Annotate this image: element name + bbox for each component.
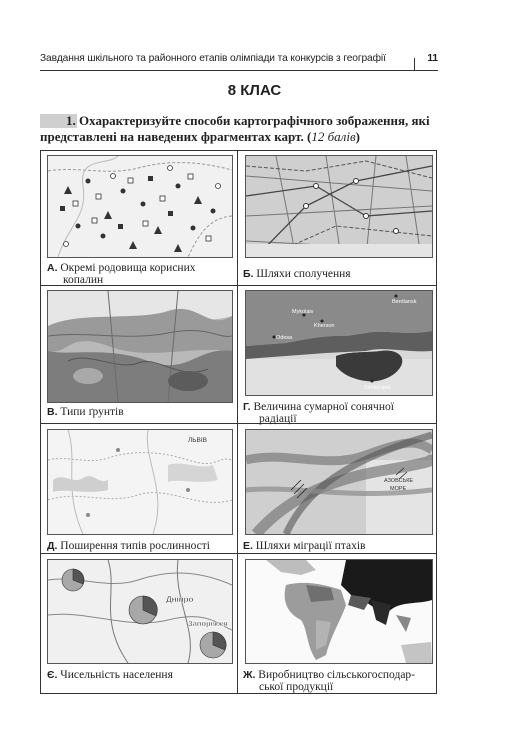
label-dnipro: Дніпро bbox=[166, 595, 194, 604]
caption-zh bbox=[243, 669, 435, 693]
map-soil-types bbox=[47, 290, 233, 403]
caption-a-text-2: копалин bbox=[63, 274, 104, 286]
task-text: Охарактеризуйте способи картографічного зображення, які представлені на наведених фрагментах карт. bbox=[40, 113, 430, 144]
caption-v bbox=[47, 406, 233, 418]
label-lviv: ЛЬВІВ bbox=[188, 437, 208, 444]
caption-b bbox=[243, 268, 433, 280]
task-points-close: ) bbox=[355, 129, 360, 144]
map-population bbox=[47, 559, 233, 664]
caption-g-letter: Г. bbox=[243, 401, 251, 413]
caption-b-text: Шляхи сполучення bbox=[256, 268, 351, 280]
caption-ye-letter: Є. bbox=[47, 669, 58, 681]
label-odesa: Odesa bbox=[276, 335, 293, 341]
caption-a bbox=[47, 262, 233, 286]
caption-g-text-1: Величина сумарної сонячної bbox=[253, 401, 394, 413]
caption-ye-text: Чисельність населення bbox=[60, 669, 173, 681]
caption-zh-text-2: ської продукції bbox=[259, 681, 334, 693]
label-kherson: Kherson bbox=[314, 323, 335, 329]
header-rule-tick bbox=[414, 58, 415, 71]
caption-zh-text-1: Виробництво сільськогосподар- bbox=[258, 669, 416, 681]
map-mineral-deposits bbox=[47, 155, 233, 258]
caption-g bbox=[243, 401, 433, 425]
task-points-open: ( bbox=[307, 129, 312, 144]
caption-d bbox=[47, 540, 237, 552]
label-simferopol: Simferopol bbox=[364, 385, 391, 391]
caption-v-text: Типи ґрунтів bbox=[60, 406, 124, 418]
caption-a-letter: А. bbox=[47, 262, 58, 274]
caption-ye bbox=[47, 669, 237, 681]
map-transport-routes bbox=[245, 155, 433, 258]
label-mykolaiv: Mykolaiv bbox=[292, 309, 314, 315]
label-berdiansk: Berdiansk bbox=[392, 299, 417, 305]
label-azov-1: АЗОВСЬКЕ bbox=[384, 478, 414, 484]
caption-e-text: Шляхи міграції птахів bbox=[255, 540, 366, 552]
caption-e bbox=[243, 540, 433, 552]
caption-d-letter: Д. bbox=[47, 540, 58, 552]
map-agricultural-production bbox=[245, 559, 433, 664]
map-solar-radiation bbox=[245, 290, 433, 396]
page-number: 11 bbox=[427, 53, 438, 64]
task-number: 1. bbox=[66, 113, 76, 128]
table-divider-vertical bbox=[237, 151, 238, 693]
caption-e-letter: Е. bbox=[243, 540, 253, 552]
task-points: 12 балів bbox=[311, 129, 356, 144]
maps-table bbox=[40, 150, 437, 694]
header-rule bbox=[40, 70, 438, 71]
caption-a-text-1: Окремі родовища корисних bbox=[60, 262, 196, 274]
class-title: 8 КЛАС bbox=[227, 82, 282, 99]
caption-g-text-2: радіації bbox=[259, 413, 297, 425]
caption-v-letter: В. bbox=[47, 406, 58, 418]
task-1 bbox=[40, 113, 440, 145]
caption-zh-letter: Ж. bbox=[243, 669, 256, 681]
running-head bbox=[40, 53, 438, 64]
map-bird-migration bbox=[245, 429, 433, 535]
label-zaporizhzhia: Запоріжжя bbox=[188, 619, 228, 628]
label-azov-2: МОРЕ bbox=[390, 486, 407, 492]
caption-d-text: Поширення типів рослинності bbox=[60, 540, 210, 552]
caption-b-letter: Б. bbox=[243, 268, 254, 280]
map-vegetation-types bbox=[47, 429, 233, 535]
table-divider bbox=[41, 553, 436, 554]
running-title: Завдання шкільного та районного етапів олімпіади та конкурсів з географії bbox=[40, 53, 386, 64]
